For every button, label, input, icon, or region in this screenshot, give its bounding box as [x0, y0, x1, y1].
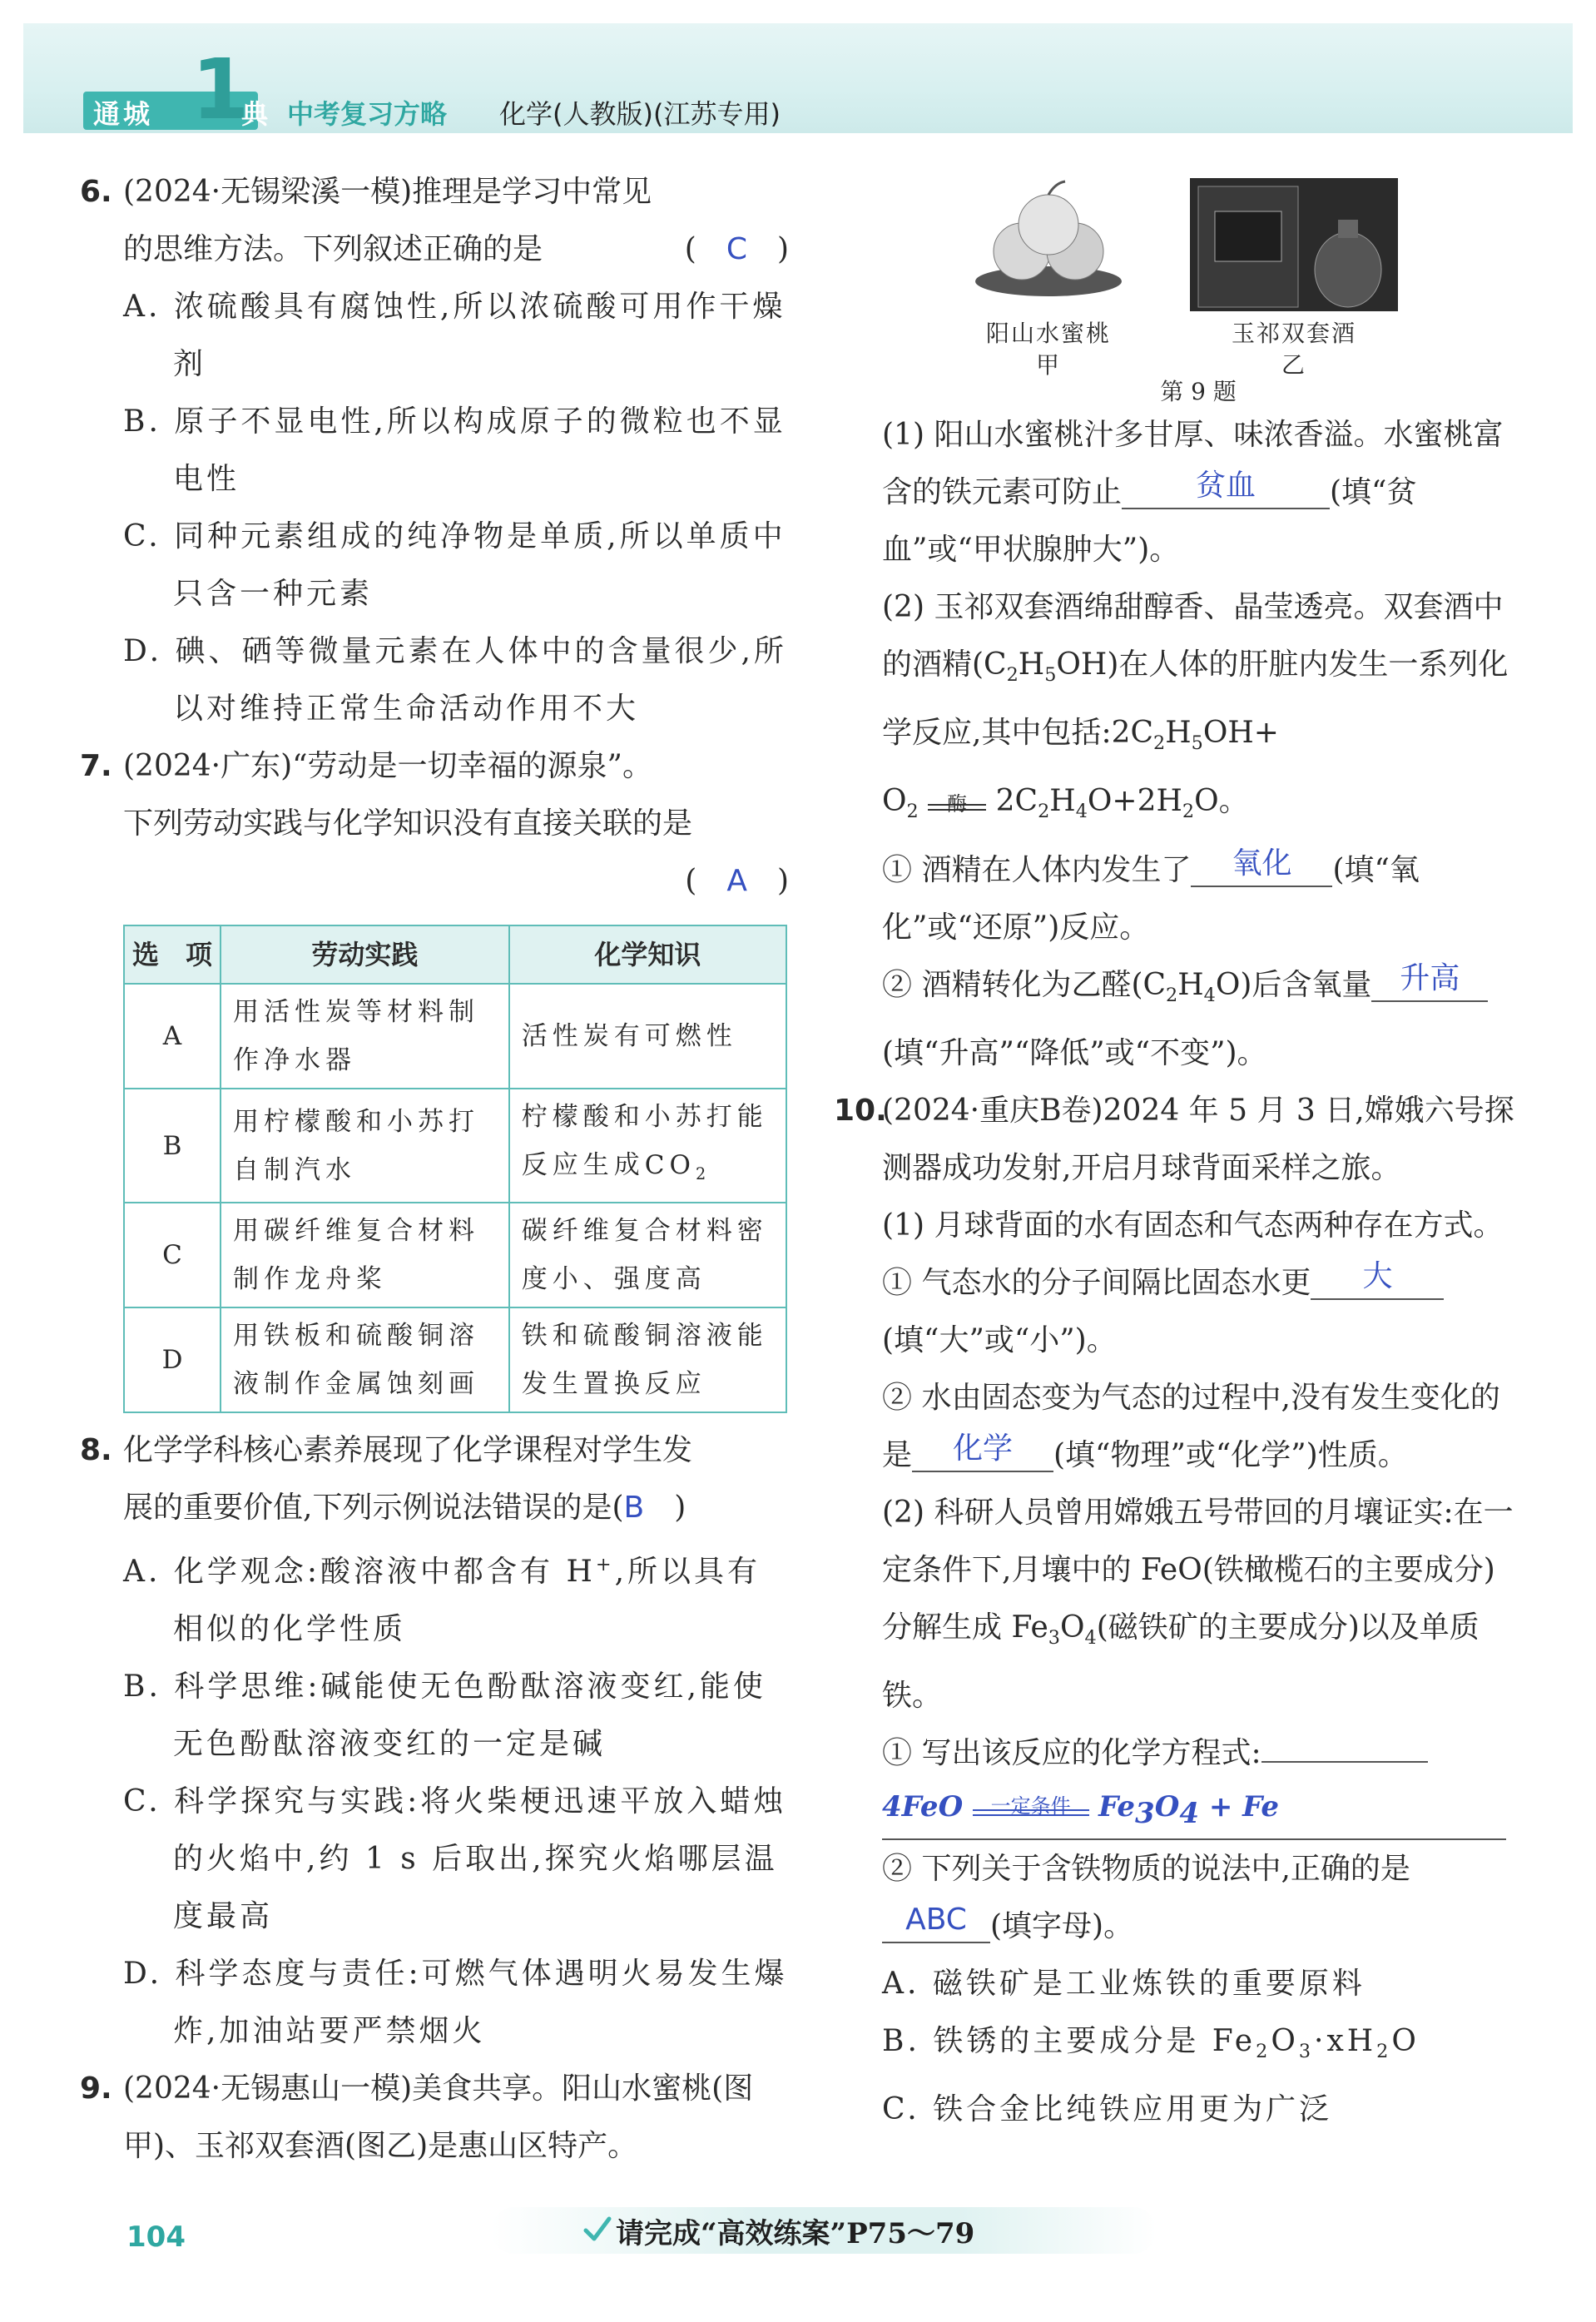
answer-blank: 氧化 — [1191, 842, 1332, 887]
question-number: 6. — [80, 175, 112, 209]
reaction-arrow — [973, 1794, 1089, 1818]
question-6 — [80, 163, 789, 737]
question-number: 7. — [80, 749, 112, 783]
wine-jar — [1315, 232, 1381, 307]
option-c: C. 科学探究与实践:将火柴梗迅速平放入蜡烛的火焰中,约 1 s 后取出,探究火焰哪层温度最高 — [123, 1784, 787, 1934]
question-stem: (2024·重庆B卷)2024 年 5 月 3 日,嫦娥六号探测器成功发射,开启月球背面采样之旅。 — [882, 1093, 1514, 1185]
table-header: 劳动实践 — [221, 925, 509, 984]
option-c: C. 同种元素组成的纯净物是单质,所以单质中只含一种元素 — [123, 519, 786, 611]
page-number: 104 — [126, 2220, 186, 2254]
question-stem: (2024·广东)“劳动是一切幸福的源泉”。 — [123, 749, 652, 783]
table-cell: 柠檬酸和小苏打能反应生成$CO_2$ — [509, 1089, 786, 1203]
right-column — [834, 163, 1514, 2138]
q9-sub-2: ② 酒精转化为乙醛$(C_2H_4O)$后含氧量 升高(填“升高”“降低”或“不变”)。 — [882, 956, 1514, 1082]
answer-blank: 升高 — [1371, 957, 1488, 1002]
q9-sub-1: ① 酒精在人体内发生了 氧化 (填“氧化”或“还原”)反应。 — [882, 841, 1514, 956]
table-header: 化学知识 — [509, 925, 786, 984]
question-9-stem — [80, 2060, 789, 2175]
answer-blank: ABC — [882, 1898, 990, 1943]
answer-value: B — [623, 1491, 645, 1526]
reaction-condition: 一定条件 — [990, 1794, 1071, 1818]
table-cell: 用柠檬酸和小苏打自制汽水 — [221, 1089, 509, 1203]
answer-blank: 大 — [1311, 1255, 1444, 1300]
practice-table — [123, 925, 787, 1413]
answer-value: A — [726, 864, 747, 898]
wine-label — [1215, 211, 1281, 261]
jar-neck — [1338, 220, 1358, 238]
answer-bracket: ( A ) — [685, 864, 789, 898]
peach-stem — [1048, 181, 1065, 195]
table-cell: 用碳纤维复合材料制作龙舟桨 — [221, 1203, 509, 1307]
option-b: B. 铁锈的主要成分是 $Fe_2O_3\cdot xH_2O$ — [882, 2024, 1420, 2063]
q10-sub-3: ① 写出该反应的化学方程式: — [882, 1724, 1514, 1782]
footer-prompt: 请完成“高效练案”P75～79 — [616, 2217, 975, 2250]
question-number: 9. — [80, 2071, 112, 2106]
q10-sub-4: ② 下列关于含铁物质的说法中,正确的是 — [882, 1852, 1410, 1887]
option-a: A. 浓硫酸具有腐蚀性,所以浓硫酸可用作干燥剂 — [123, 290, 786, 381]
table-cell: 活性炭有可燃性 — [509, 984, 786, 1089]
brand-name-left: 通城 — [93, 98, 154, 130]
answer-blank: 贫血 — [1122, 464, 1330, 509]
table-row — [124, 1203, 786, 1307]
answer-value: C — [726, 232, 747, 266]
figure-9 — [882, 163, 1514, 378]
table-cell: 铁和硫酸铜溶液能发生置换反应 — [509, 1307, 786, 1412]
photo-caption-2: 玉祁双套酒 乙 — [1231, 320, 1356, 379]
table-cell: A — [124, 984, 221, 1089]
table-cell: B — [124, 1089, 221, 1203]
option-b: B. 科学思维:碱能使无色酚酞溶液变红,能使无色酚酞溶液变红的一定是碱 — [123, 1670, 766, 1762]
table-cell: 碳纤维复合材料密度小、强度高 — [509, 1203, 786, 1307]
table-cell: C — [124, 1203, 221, 1307]
wine-photo — [1190, 178, 1398, 311]
figure-caption: 第 9 题 — [1160, 378, 1237, 405]
option-a: A. 磁铁矿是工业炼铁的重要原料 — [882, 1967, 1366, 2002]
peach-plate — [975, 266, 1122, 296]
option-d: D. 碘、硒等微量元素在人体中的含量很少,所以对维持正常生命活动作用不大 — [123, 634, 787, 726]
subject-title: 化学(人教版)(江苏专用) — [499, 98, 781, 130]
table-header: 选 项 — [124, 925, 221, 984]
table-cell: D — [124, 1307, 221, 1412]
reaction-condition: 酶 — [947, 792, 968, 816]
question-stem: 化学学科核心素养展现了化学课程对学生发 — [123, 1433, 693, 1468]
left-column — [80, 163, 789, 2175]
reaction-arrow — [928, 792, 986, 816]
q10-sub-2: ② 水由固态变为气态的过程中,没有发生变化的是 化学 (填“物理”或“化学”)性质。 — [882, 1380, 1500, 1472]
brand-name-right: 典 — [241, 98, 269, 130]
option-d: D. 科学态度与责任:可燃气体遇明火易发生爆炸,加油站要严禁烟火 — [123, 1957, 788, 2049]
question-7 — [80, 737, 789, 1413]
question-stem: (2024·无锡梁溪一模)推理是学习中常见 — [123, 175, 652, 209]
answer-blank: 化学 — [912, 1427, 1053, 1472]
question-stem: 下列劳动实践与化学知识没有直接关联的是 — [123, 806, 693, 841]
q10-part-1: (1) 月球背面的水有固态和气态两种存在方式。 — [882, 1208, 1504, 1243]
photo-caption-1: 阳山水蜜桃 甲 — [985, 320, 1111, 379]
brand-logo-number: 1 — [191, 41, 250, 138]
table-row — [124, 984, 786, 1089]
table-row — [124, 1089, 786, 1203]
q9-equation: $O_2$ 酶 $2C_2H_4O+2H_2O$。 — [882, 772, 1514, 841]
q10-sub-4-answer: ABC (填字母)。 — [882, 1898, 1514, 1955]
question-number: 10. — [834, 1093, 887, 1128]
answer-bracket: (B ) — [612, 1491, 686, 1526]
q9-part-1: (1) 阳山水蜜桃汁多甘厚、味浓香溢。水蜜桃富含的铁元素可防止 贫血 (填“贫血”或“甲状腺肿大”)。 — [882, 418, 1504, 567]
q10-sub-1: ① 气态水的分子间隔比固态水更 大(填“大”或“小”)。 — [882, 1254, 1514, 1369]
question-stem: 展的重要价值,下列示例说法错误的是(B ) — [123, 1491, 686, 1526]
q9-part-2: (2) 玉祁双套酒绵甜醇香、晶莹透亮。双套酒中的酒精$(C_2H_5OH)$在人体的肝脏内发生一系列化学反应,其中包括$:2C_2H_5OH+$ — [882, 590, 1509, 755]
peach-photo — [974, 175, 1123, 300]
table-cell: 用铁板和硫酸铜溶液制作金属蚀刻画 — [221, 1307, 509, 1412]
table-cell: 用活性炭等材料制作净水器 — [221, 984, 509, 1089]
question-10 — [834, 1082, 1514, 2139]
option-c: C. 铁合金比纯铁应用更为广泛 — [882, 2092, 1333, 2127]
peach-top — [1019, 195, 1078, 255]
q10-equation: 4FeO 一定条件 $Fe_3O_4 + Fe$ — [882, 1782, 1506, 1840]
question-stem: (2024·无锡惠山一模)美食共享。阳山水蜜桃(图甲)、玉祁双套酒(图乙)是惠山区特产。 — [123, 2071, 754, 2164]
answer-bracket: ( C ) — [684, 232, 789, 266]
series-title: 中考复习方略 — [287, 98, 448, 130]
option-a: A. 化学观念:酸溶液中都含有 H+,所以具有相似的化学性质 — [123, 1554, 761, 1647]
question-stem: 的思维方法。下列叙述正确的是 ( C ) — [123, 221, 789, 278]
question-8 — [80, 1421, 789, 2060]
question-number: 8. — [80, 1433, 112, 1468]
table-header-row — [124, 925, 786, 984]
q10-part-2: (2) 科研人员曾用嫦娥五号带回的月壤证实:在一定条件下,月壤中的 FeO(铁橄榄石的主要成分)分解生成 $Fe_3O_4$(磁铁矿的主要成分)以及单质铁。 — [882, 1495, 1514, 1713]
table-row — [124, 1307, 786, 1412]
option-b: B. 原子不显电性,所以构成原子的微粒也不显电性 — [123, 404, 786, 496]
answer-line — [1261, 1728, 1428, 1763]
checkmark-pencil-icon — [582, 2214, 612, 2244]
